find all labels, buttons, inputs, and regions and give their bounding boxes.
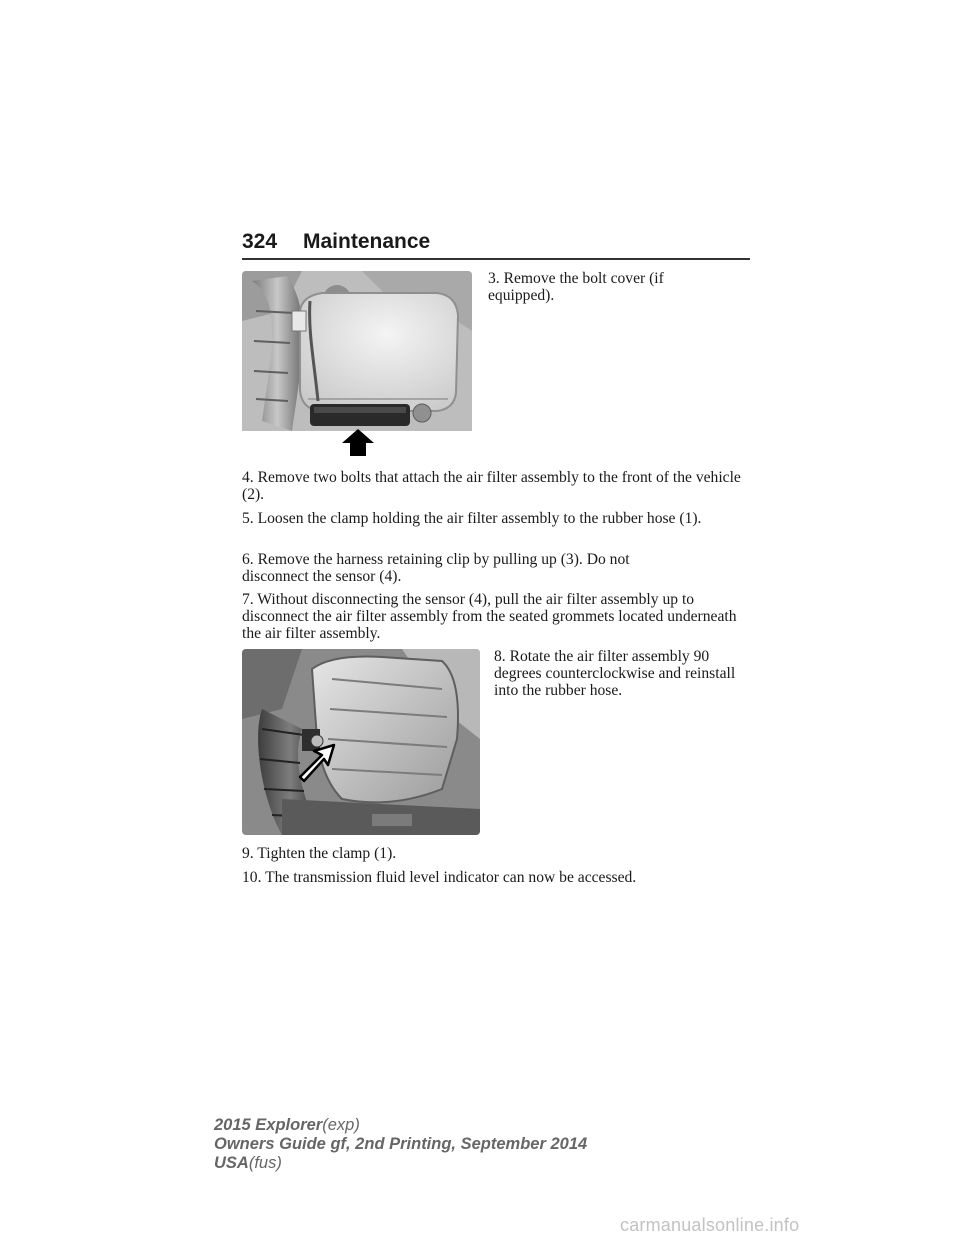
step-6: 6. Remove the harness retaining clip by pulling up (3). Do not disconnect the sensor (4). xyxy=(242,551,630,585)
step-3: 3. Remove the bolt cover (if equipped). xyxy=(488,270,664,304)
watermark: carmanualsonline.info xyxy=(620,1215,800,1235)
step-4: 4. Remove two bolts that attach the air filter assembly to the front of the vehicle (2). xyxy=(242,469,741,503)
document-footer xyxy=(214,1116,587,1173)
section-title: Maintenance xyxy=(303,230,431,253)
footer-line-1 xyxy=(214,1116,587,1135)
step-10: 10. The transmission fluid level indicator can now be accessed. xyxy=(242,869,637,886)
footer-market: USA xyxy=(214,1154,249,1172)
figure-bolt-cover xyxy=(242,271,472,456)
footer-model-code: (exp) xyxy=(322,1116,360,1134)
figure-air-filter-rotate xyxy=(242,649,480,835)
footer-model: 2015 Explorer xyxy=(214,1116,323,1134)
step-8: 8. Rotate the air filter assembly 90 degrees counterclockwise and reinstall into the rubber hose. xyxy=(494,648,736,699)
footer-edition: Owners Guide gf, 2nd Printing, September 2014 xyxy=(214,1135,588,1153)
footer-market-code: (fus) xyxy=(248,1154,282,1172)
header-rule xyxy=(242,258,750,260)
footer-line-3 xyxy=(214,1154,587,1173)
step-9: 9. Tighten the clamp (1). xyxy=(242,845,397,862)
page-header xyxy=(242,229,750,261)
step-5: 5. Loosen the clamp holding the air filter assembly to the rubber hose (1). xyxy=(242,510,702,527)
step-7: 7. Without disconnecting the sensor (4), pull the air filter assembly up to disconnect the air filter assembly from the seated grommets located underneath the air filter assembly. xyxy=(242,591,737,642)
footer-line-2 xyxy=(214,1135,587,1154)
page-number: 324 xyxy=(242,230,278,253)
